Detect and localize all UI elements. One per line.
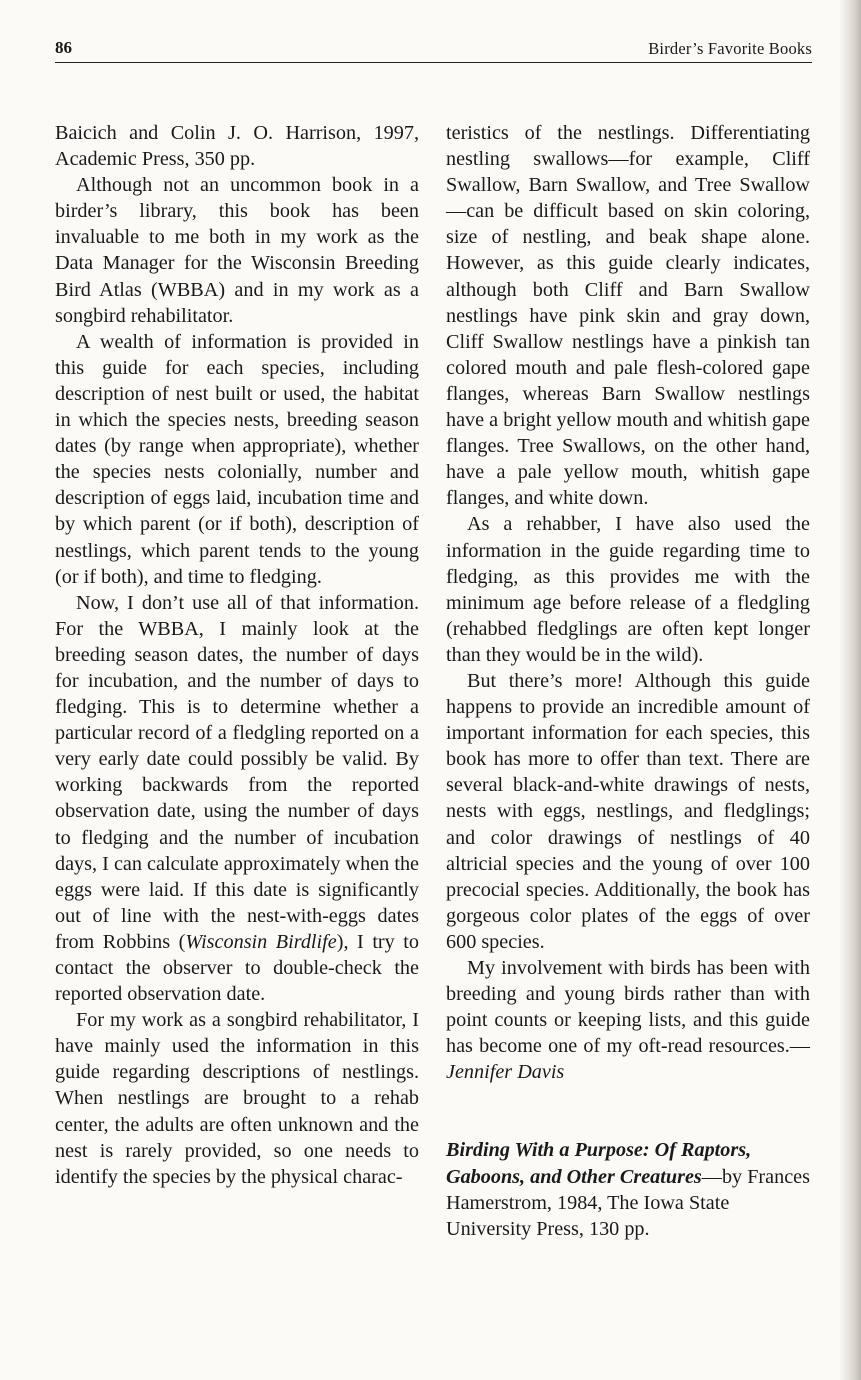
running-head	[55, 36, 812, 63]
right-column	[446, 120, 810, 1242]
reviewer-name: Jennifer Davis	[446, 1061, 565, 1084]
paragraph-text: Now, I don’t use all of that information. For the WBBA, I mainly look at the breeding season dates, the number of days for incubation, and the number of days to fledging. This is to determine whether a particular record of a fledgling reported on a very early date could possibly be valid. By working backwards from the reported observation date, using the number of days to fledging and the number of incubation days, I can calculate approximately when the eggs were laid. If this date is significantly out of line with the nest-with-eggs dates from Robbins (	[55, 591, 419, 953]
paragraph: A wealth of information is provided in this guide for each species, including description of nest built or used, the habitat in which the species nests, breeding season dates (by range when appropriate), whether the species nests colonially, number and description of eggs laid, incubation time and by which parent (or if both), description of nestlings, which parent tends to the young (or if both), and time to fledging.	[55, 330, 419, 588]
paragraph	[55, 590, 419, 1008]
paragraph-text: My involvement with birds has been with breeding and young birds rather than with point counts or keeping lists, and this guide has become one of my oft-read resources.—	[446, 957, 810, 1058]
paragraph-continued: teristics of the nestlings. Differentiating nestling swallows—for example, Cliff Swallow, Barn Swallow, and Tree Swallow—can be difficult based on skin coloring, size of nestling, and beak shape alone. However, as this guide clearly indicates, although both Cliff and Barn Swallow nestlings have pink skin and gray down, Cliff Swallow nestlings have a pinkish tan colored mouth and pale flesh-colored gape flanges, whereas Barn Swallow nestlings have a bright yellow mouth and whitish gape flanges. Tree Swallows, on the other hand, have a pale yellow mouth, whitish gape flanges, and white down.	[446, 122, 810, 510]
paragraph-text: ), I try to contact the observer to double-check the reported observation date.	[55, 930, 419, 1006]
left-column	[55, 120, 419, 1190]
book-entry-title: Birding With a Purpose: Of Raptors, Gaboons, and Other Creatures	[446, 1139, 752, 1188]
paragraph-continued: Baicich and Colin J. O. Harrison, 1997, Academic Press, 350 pp.	[55, 122, 419, 171]
book-entry	[446, 1137, 810, 1241]
paragraph: Although not an uncommon book in a birder’s library, this book has been invaluable to me both in my work as the Data Manager for the Wisconsin Breeding Bird Atlas (WBBA) and in my work as a songbird rehabilitator.	[55, 174, 419, 327]
page-number: 86	[55, 38, 72, 57]
paragraph	[446, 955, 810, 1085]
paragraph: For my work as a songbird rehabilitator, I have mainly used the information in this guide regarding descriptions of nestlings. When nestlings are brought to a rehab center, the adults are often unknown and the nest is rarely provided, so one needs to identify the species by the physical charac-	[55, 1009, 419, 1188]
paragraph: As a rehabber, I have also used the information in the guide regarding time to fledging, as this provides me with the minimum age before release of a fledgling (rehabbed fledglings are often kept longer than they would be in the wild).	[446, 513, 810, 666]
book-entry-details: —by Frances Hamerstrom, 1984, The Iowa State University Press, 130 pp.	[446, 1165, 810, 1240]
paragraph: But there’s more! Although this guide happens to provide an incredible amount of important information for each species, this book has more to offer than text. There are several black-and-white drawings of nests, nests with eggs, nestlings, and fledglings; and color drawings of nestlings of 40 altricial species and the young of over 100 precocial species. Additionally, the book has gorgeous color plates of the eggs of over 600 species.	[446, 669, 810, 953]
page-edge-shadow	[839, 0, 861, 1380]
running-head-title: Birder’s Favorite Books	[648, 39, 812, 58]
cited-book-title: Wisconsin Birdlife	[185, 930, 337, 953]
